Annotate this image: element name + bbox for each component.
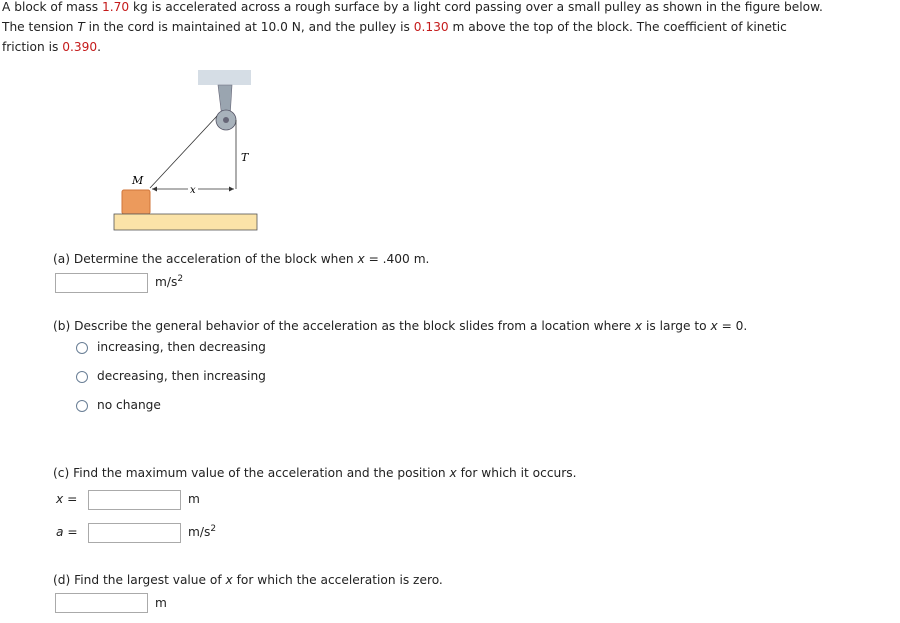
problem-line-2 <box>2 20 787 34</box>
text: A block of mass <box>2 0 102 14</box>
part-c-a-input[interactable] <box>88 523 181 543</box>
option-label[interactable]: decreasing, then increasing <box>97 369 266 383</box>
text: friction is <box>2 40 63 54</box>
part-c-question <box>53 466 577 480</box>
part-d-unit: m <box>155 596 167 610</box>
tension-var: T <box>77 20 85 34</box>
part-a-question <box>53 252 429 266</box>
problem-line-1 <box>2 0 823 14</box>
a-unit <box>188 525 216 539</box>
exponent: 2 <box>210 523 217 534</box>
label-T: T <box>241 151 249 164</box>
text: m/s <box>155 275 178 289</box>
pulley-figure <box>100 60 280 240</box>
var: x <box>225 573 233 587</box>
part-d-question <box>53 573 443 587</box>
text: = 0. <box>717 319 748 333</box>
text: (a) Determine the acceleration of the block when <box>53 252 358 266</box>
part-a-unit <box>155 275 183 289</box>
x-unit: m <box>188 492 200 506</box>
text: in the cord is maintained at 10.0 N, and the pulley is <box>84 20 414 34</box>
radio-no-change[interactable] <box>76 400 88 412</box>
text: The tension <box>2 20 78 34</box>
text: kg is accelerated across a rough surface by a light cord passing over a small pulley as shown in the figure below. <box>129 0 823 14</box>
text: (b) Describe the general behavior of the acceleration as the block slides from a location where <box>53 319 635 333</box>
surface <box>114 214 257 230</box>
option-label[interactable]: no change <box>97 398 161 412</box>
option-label[interactable]: increasing, then decreasing <box>97 340 266 354</box>
var: x <box>710 319 718 333</box>
label-x: x <box>190 185 196 196</box>
block <box>122 190 150 214</box>
mass-value: 1.70 <box>101 0 130 14</box>
text: (d) Find the largest value of <box>53 573 226 587</box>
friction-value: 0.390 <box>62 40 98 54</box>
text: for which the acceleration is zero. <box>232 573 443 587</box>
text: m above the top of the block. The coefficient of kinetic <box>448 20 787 34</box>
text: m/s <box>188 525 211 539</box>
part-b-question <box>53 319 747 333</box>
ceiling <box>198 70 251 85</box>
part-a-input[interactable] <box>55 273 148 293</box>
part-d-input[interactable] <box>55 593 148 613</box>
part-c-x-input[interactable] <box>88 490 181 510</box>
cord <box>150 116 217 188</box>
radio-increasing-decreasing[interactable] <box>76 342 88 354</box>
var: x <box>634 319 643 333</box>
label-M: M <box>132 174 144 187</box>
exponent: 2 <box>177 273 184 284</box>
problem-line-3 <box>2 40 101 54</box>
var: x <box>449 466 457 480</box>
a-label: a = <box>56 525 78 539</box>
text: = .400 m. <box>364 252 430 266</box>
var: x <box>357 252 365 266</box>
text: for which it occurs. <box>456 466 577 480</box>
height-value: 0.130 <box>413 20 449 34</box>
radio-decreasing-increasing[interactable] <box>76 371 88 383</box>
x-label: x = <box>56 492 78 506</box>
text: is large to <box>642 319 711 333</box>
text: . <box>97 40 101 54</box>
text: (c) Find the maximum value of the acceleration and the position <box>53 466 450 480</box>
